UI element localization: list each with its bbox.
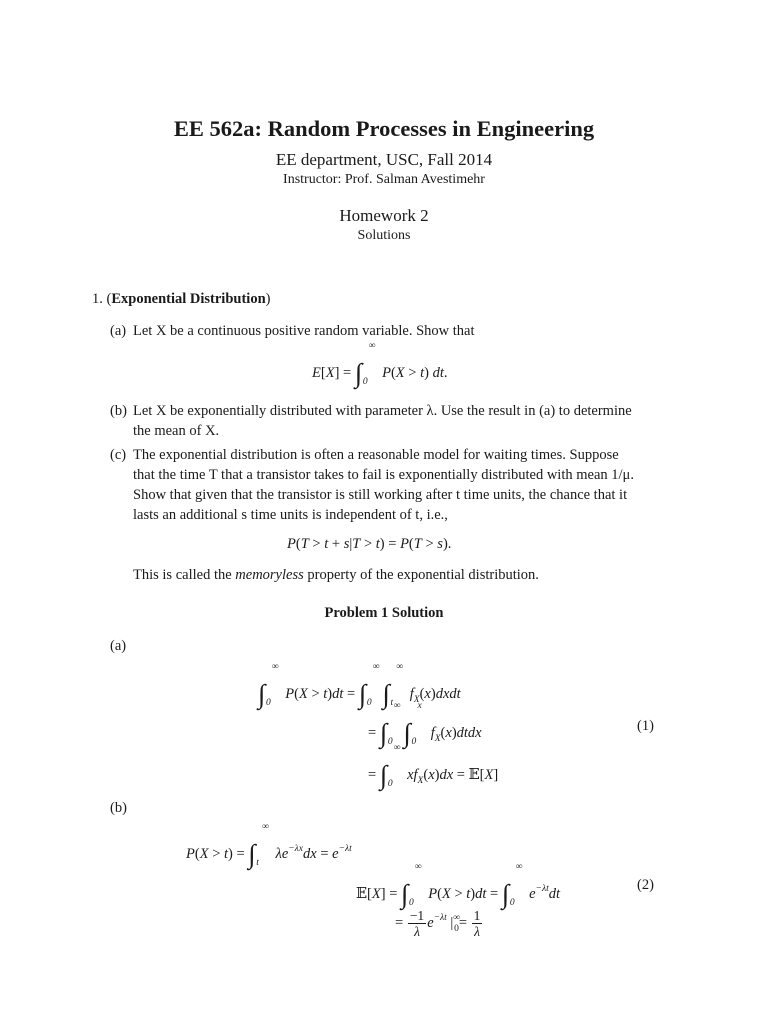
part-a-text: Let X be a continuous positive random variable. Show that [133, 323, 475, 339]
equation-2-line-2: = $\frac{-1}{\lambda}$ $e^{-\lambda t}$ $|^\infty_0=$ $\frac{1}{\lambda}$ [395, 908, 481, 939]
memoryless-sentence: This is called the memoryless property of the exponential distribution. [133, 567, 539, 583]
part-c-line1: The exponential distribution is often a reasonable model for waiting times. Suppose [133, 447, 619, 463]
equation-c: P(T > t + s|T > t) = P(T > s). [287, 536, 452, 552]
homework-subtitle: Solutions [357, 228, 411, 243]
equation-1-line-1: ∫ ∞ 0 P(X > t)dt = ∫ ∞ 0 ∫ ∞ t $f_X(x)dxdt$ [258, 662, 461, 709]
problem-number: 1. [92, 291, 103, 307]
part-c-line3: Show that given that the transistor is still working after t time units, the chance that it [133, 487, 628, 503]
problem-name: Exponential Distribution [111, 291, 266, 307]
instructor: Instructor: Prof. Salman Avestimehr [283, 172, 485, 187]
course-department: EE department, USC, Fall 2014 [275, 150, 493, 169]
equation-1-line-3: = ∫ ∞ 0 $xf_X(x)dx$ = 𝔼[X] [368, 743, 499, 790]
page-title: EE 562a: Random Processes in Engineering [173, 116, 595, 141]
part-c-label: (c) [110, 447, 127, 463]
equation-number-1: (1) [637, 718, 654, 734]
equation-a: E[X] = ∫ ∞ 0 P(X > t) dt. [312, 341, 448, 388]
part-b-line1: Let X be exponentially distributed with parameter λ. Use the result in (a) to determine [133, 403, 632, 419]
problem-1-heading: 1. (Exponential Distribution) [92, 291, 271, 307]
part-a-label: (a) [110, 323, 127, 339]
solution-heading: Problem 1 Solution [324, 605, 444, 621]
equation-b-line-1: P(X > t) = ∫ ∞ t $\lambda e^{-\lambda x}dx = e^{-\lambda t}$ [186, 822, 352, 869]
equation-number-2: (2) [637, 877, 654, 893]
solution-a-label: (a) [110, 638, 127, 654]
equation-2-line-1: 𝔼[X] = ∫ ∞ 0 P(X > t)dt = ∫ ∞ 0 $e^{-\lambda t}dt$ [356, 862, 560, 909]
part-c-line2: that the time T that a transistor takes to fail is exponentially distributed with mean 1/μ. [133, 467, 634, 483]
homework-title: Homework 2 [339, 206, 429, 225]
part-c-line4: lasts an additional s time units is independent of t, i.e., [133, 507, 448, 523]
solution-b-label: (b) [110, 800, 127, 816]
equation-1-line-2: = ∫ ∞ 0 ∫ x 0 $f_X(x)dtdx$ [368, 701, 482, 748]
part-b-label: (b) [110, 403, 127, 419]
part-b-line2: the mean of X. [133, 423, 220, 439]
